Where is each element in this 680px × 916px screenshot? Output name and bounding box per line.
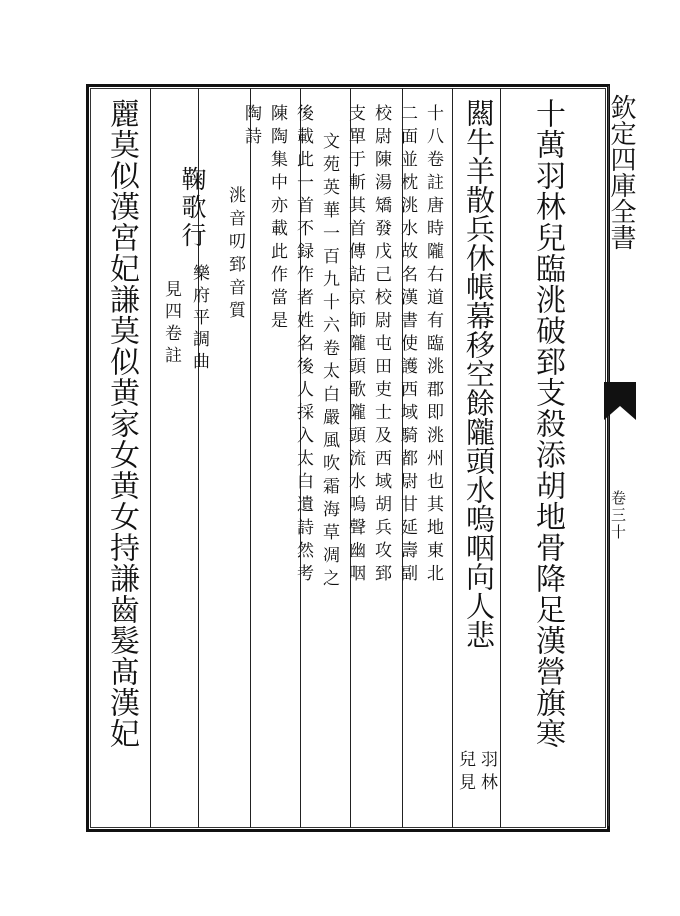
book-title: 欽定四庫全書 bbox=[606, 94, 636, 250]
text-column: 十萬羽林兒臨洮破郅支殺添胡地骨降足漢營旗寒 bbox=[530, 98, 565, 749]
header-tab bbox=[604, 86, 636, 830]
text-column: 闗牛羊散兵休帳幕移空餘隴頭水嗚咽向人悲 bbox=[462, 98, 496, 649]
annotation-column: 二面並枕洮水故名漢書使護西域騎都尉甘延壽副 bbox=[397, 104, 417, 587]
column-rule bbox=[500, 88, 501, 828]
annotation-column: 羽林 bbox=[477, 750, 497, 796]
column-rule bbox=[250, 88, 251, 828]
annotation-column: 洮音叨郅音質 bbox=[225, 186, 245, 324]
annotation-column: 十八卷註唐時隴右道有臨洮郡即洮州也其地東北 bbox=[423, 104, 443, 587]
annotation-column: 校尉陳湯矯發戊己校尉屯田吏士及西域胡兵攻郅 bbox=[371, 104, 391, 587]
annotation-column: 樂府平調曲 bbox=[189, 264, 209, 374]
juan-number: 卷三十 bbox=[609, 490, 627, 541]
annotation-column: 陶詩 bbox=[241, 104, 261, 150]
text-column: 麗莫似漢宮妃謙莫似黄家女黄女持謙齒髮髙漢妃 bbox=[104, 98, 139, 749]
fishtail-mark-icon bbox=[604, 382, 636, 420]
poem-title: 鞠歌行 bbox=[178, 166, 207, 250]
annotation-column: 後載此一首不録作者姓名後人採入太白遺詩然考 bbox=[293, 104, 313, 587]
annotation-column: 見四卷註 bbox=[161, 280, 181, 368]
annotation-column: 文苑英華一百九十六卷太白嚴風吹霜海草凋之 bbox=[319, 132, 339, 592]
column-rule bbox=[452, 88, 453, 828]
annotation-column: 陳陶集中亦載此作當是 bbox=[267, 104, 287, 334]
column-rule bbox=[150, 88, 151, 828]
annotation-column: 兒見 bbox=[455, 750, 475, 796]
annotation-column: 支單于斬其首傳詁京師隴頭歌隴頭流水嗚聲幽咽 bbox=[345, 104, 365, 587]
